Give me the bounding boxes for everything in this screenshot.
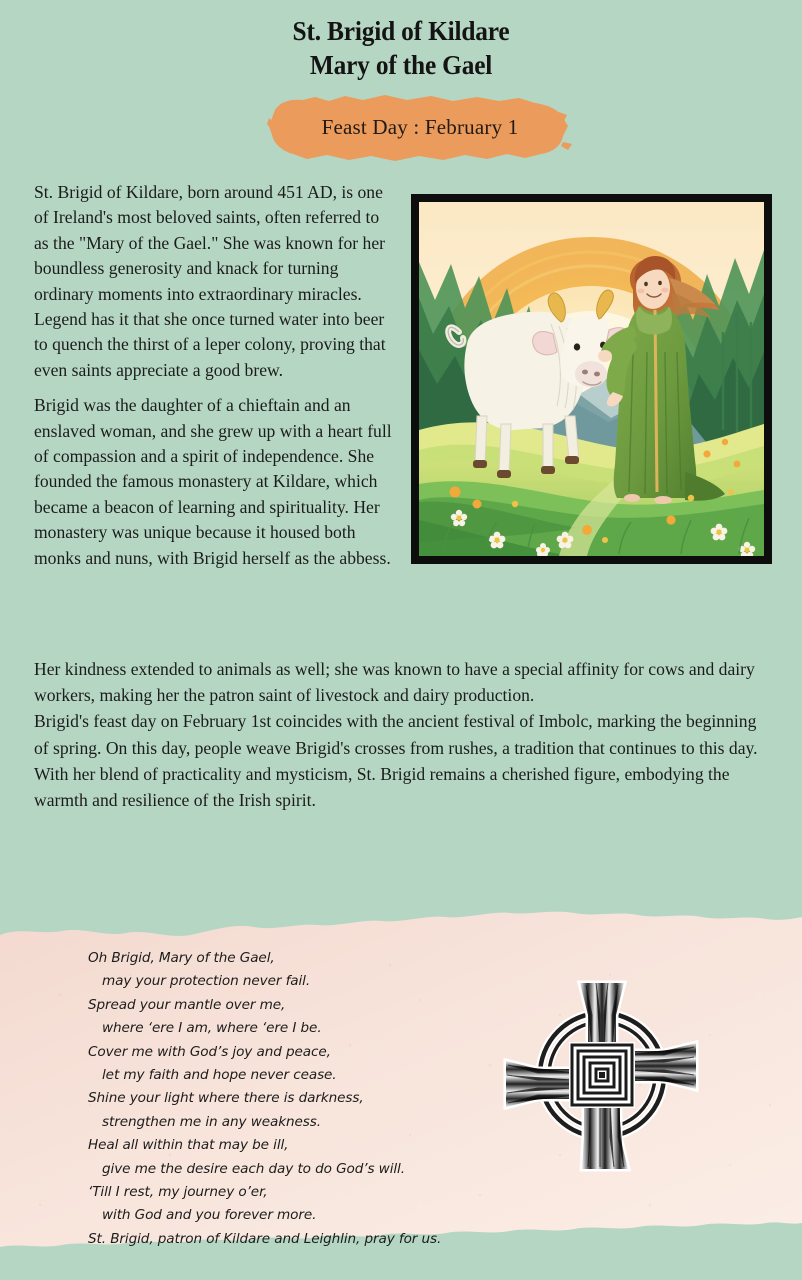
saint-brigid-illustration bbox=[411, 194, 772, 564]
paragraph: With her blend of practicality and mysticism, St. Brigid remains a cherished figure, embodying the warmth and resilience of the Irish spirit. bbox=[34, 763, 730, 811]
prayer-line: Oh Brigid, Mary of the Gael, bbox=[88, 950, 275, 966]
prayer-line: Shine your light where there is darkness, bbox=[88, 1090, 364, 1107]
brigids-cross-icon bbox=[498, 967, 718, 1187]
paragraph: Brigid's feast day on February 1st coincides with the ancient festival of Imbolc, marking the beginning of spring. On this day, people weave Brigid's crosses from rushes, a tradition that continues to this day. bbox=[34, 711, 758, 758]
paragraph: Brigid was the daughter of a chieftain and an enslaved woman, and she grew up with a heart full of compassion and a spirit of independence. She founded the famous monastery at Kildare, which became a beacon of learning and spirituality. Her monastery was unique because it housed both monks and nuns, with Brigid herself as the abbess. bbox=[34, 395, 392, 568]
paragraph: St. Brigid of Kildare, born around 451 AD, is one of Ireland's most beloved saints, often referred to as the "Mary of the Gael." She was known for her boundless generosity and knack for turning ordinary moments into extraordinary miracles. Legend has it that she once turned water into beer to quench the thirst of a leper colony, proving that even saints appreciate a good brew. bbox=[34, 182, 386, 380]
body-text-full-width bbox=[34, 656, 770, 813]
prayer-line: Heal all within that may be ill, bbox=[88, 1137, 289, 1154]
prayer-line: ‘Till I rest, my journey o’er, bbox=[88, 1184, 268, 1201]
prayer-line: where ‘ere I am, where ‘ere I be. bbox=[102, 1020, 322, 1037]
feast-day-label: Feast Day : February 1 bbox=[321, 114, 519, 139]
page-title bbox=[0, 14, 802, 82]
paragraph: Her kindness extended to animals as well; she was known to have a special affinity for cows and dairy workers, making her the patron saint of livestock and dairy production. bbox=[34, 659, 755, 706]
prayer-line: Spread your mantle over me, bbox=[88, 996, 286, 1013]
prayer-line: with God and you forever more. bbox=[102, 1207, 317, 1224]
prayer-line: may your protection never fail. bbox=[102, 973, 311, 990]
prayer-section bbox=[0, 905, 802, 1265]
prayer-line: let my faith and hope never cease. bbox=[102, 1067, 337, 1084]
title-line-2: Mary of the Gael bbox=[309, 50, 493, 80]
prayer-line: St. Brigid, patron of Kildare and Leighlin, pray for us. bbox=[88, 1230, 442, 1247]
prayer-line: strengthen me in any weakness. bbox=[102, 1113, 321, 1130]
feast-day-banner bbox=[0, 92, 802, 172]
prayer-line: give me the desire each day to do God’s will. bbox=[102, 1160, 405, 1177]
prayer-line: Cover me with God’s joy and peace, bbox=[88, 1043, 331, 1060]
brigid-prayer-text bbox=[88, 947, 488, 1251]
intro-text-column bbox=[34, 180, 396, 571]
title-line-1: St. Brigid of Kildare bbox=[292, 16, 510, 46]
